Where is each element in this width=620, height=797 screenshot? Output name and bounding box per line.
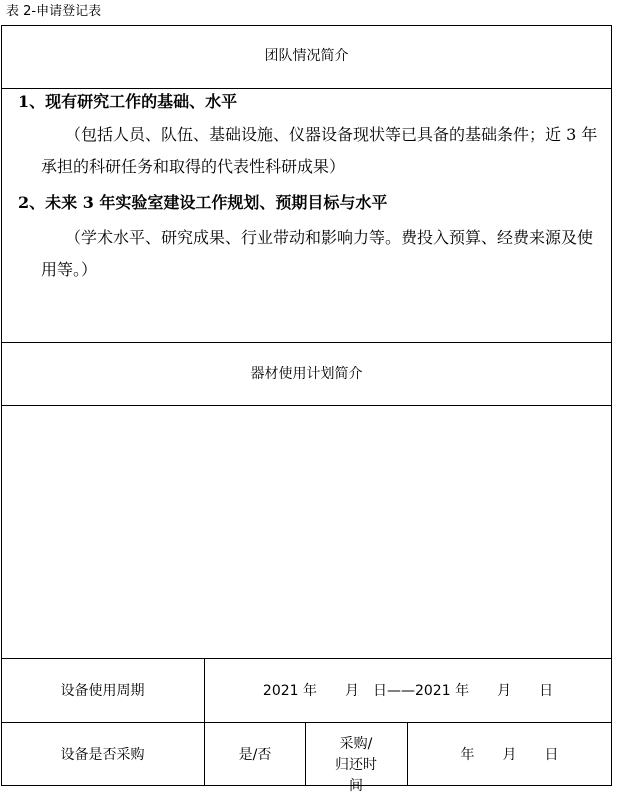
team-heading-1: 1、现有研究工作的基础、水平 [18,92,238,111]
team-paragraph-2: （学术水平、研究成果、行业带动和影响力等。费投入预算、经费来源及使用等。） [41,228,594,279]
purchase-label: 设备是否采购 [60,747,145,763]
row-divider-2 [1,342,612,343]
team-paragraph-1: （包括人员、队伍、基础设施、仪器设备现状等已具备的基础条件；近 3 年承担的科研任务和取得的代表性科研成果） [41,125,598,176]
purchase-date-value[interactable]: 年 月 日 [460,747,559,763]
row-divider-4 [1,658,612,659]
equipment-section-title: 器材使用计划简介 [250,366,363,382]
team-heading-2: 2、未来 3 年实验室建设工作规划、预期目标与水平 [18,193,388,212]
purchase-time-label: 采购/归还时间 [335,736,377,794]
row-divider-5 [1,722,612,723]
col-divider-1 [204,658,205,785]
row-divider-1 [1,88,612,89]
table-caption: 表 2-申请登记表 [6,4,102,19]
team-section-title: 团队情况简介 [264,48,349,64]
equipment-plan-field[interactable] [2,406,611,658]
col-divider-2 [305,722,306,785]
purchase-yes-no[interactable]: 是/否 [238,747,272,763]
usage-period-label: 设备使用周期 [60,683,145,699]
usage-period-value[interactable]: 2021 年 月 日——2021 年 月 日 [262,683,554,699]
